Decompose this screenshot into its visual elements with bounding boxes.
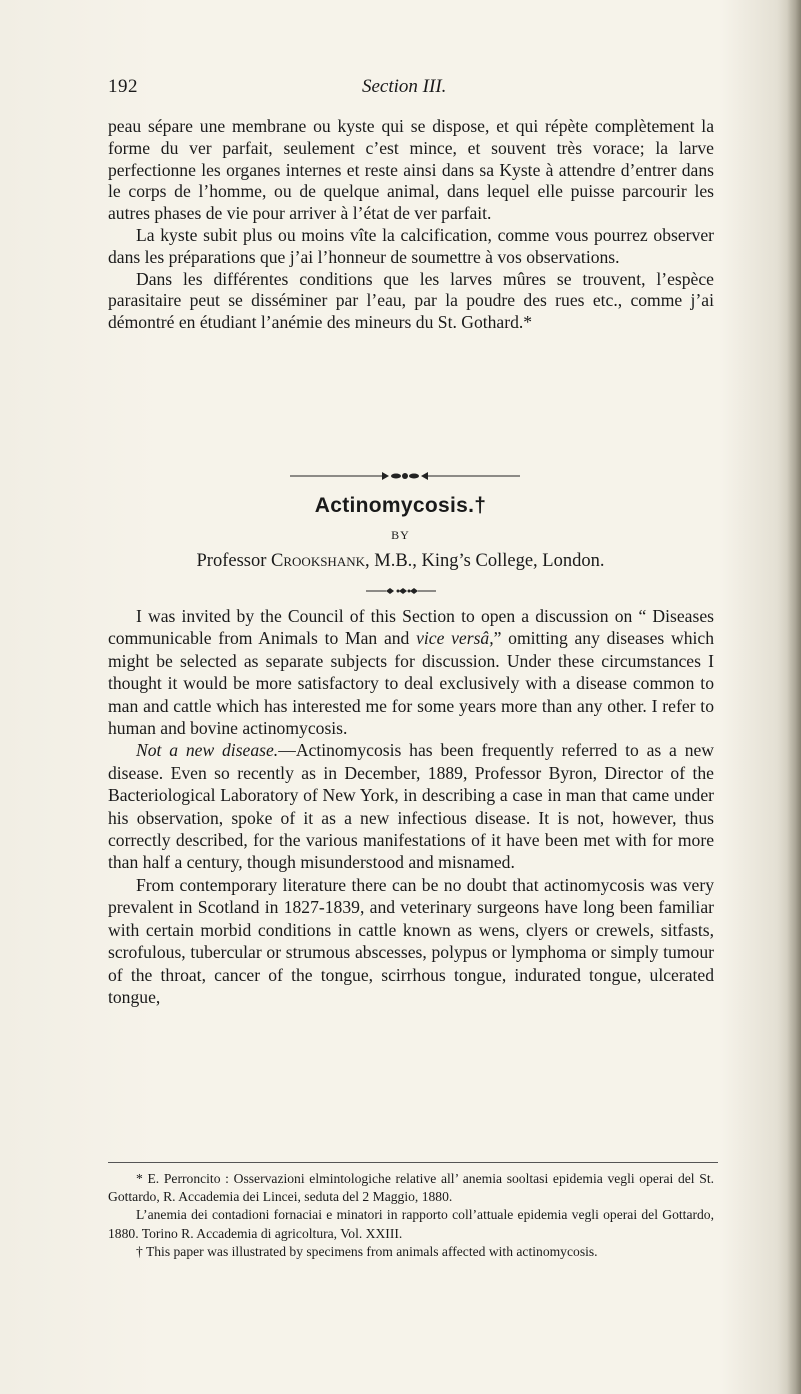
paragraph: La kyste subit plus ou moins vîte la calcification, comme vous pourrez observer dans les préparations que j’ai l’honneur de soumettre à vos observations. <box>108 224 714 267</box>
footnote-rule <box>108 1162 718 1163</box>
running-head: Section III. <box>362 76 447 97</box>
section-divider-ornament <box>290 469 520 483</box>
page-header <box>108 76 708 106</box>
page-number: 192 <box>108 76 138 97</box>
author-affiliation: , M.B., King’s College, London. <box>365 551 605 571</box>
italic-text: vice versâ, <box>416 628 494 649</box>
paragraph: From contemporary literature there can be no doubt that actinomycosis was very prevalent in Scotland in 1827-1839, and veterinary surgeons have long been familiar with certain morbid conditions in cattle known as wens, clyers or crewels, sitfasts, scrofulous, tubercular or strumous abscesses, polypus or lymphoma or simply tumour of the throat, cancer of the tongue, scirrhous tongue, indurated tongue, ulcerated tongue, <box>108 874 714 1007</box>
footnotes <box>108 1170 714 1261</box>
small-divider-ornament <box>366 586 436 596</box>
article-title: Actinomycosis.† <box>314 494 487 517</box>
footnote: * E. Perroncito : Osservazioni elmintologiche relative all’ anemia sooltasi epidemia vegli operai del St. Gottardo, R. Accademia dei Lincei, seduta del 2 Maggio, 1880. <box>108 1171 714 1205</box>
preceding-article-text <box>108 116 714 334</box>
text-run: ” omitting any diseases which might be selected as separate subjects for discussion. Under these circumstances I thought it would be more satisfactory to deal exclusively with a disease common to man and cattle which has interested me for some years more than any other. I refer to human and bovine actinomycosis. <box>108 628 714 739</box>
paragraph <box>108 739 714 873</box>
page-edge-shadow <box>787 0 801 1394</box>
paragraph: peau sépare une membrane ou kyste qui se dispose, et qui répète complètement la forme du ver parfait, seulement c’est mince, et souvent très vorace; la larve perfectionne les organes internes et reste ainsi dans sa Kyste à attendre d’entrer dans le corps de l’homme, ou de quelque animal, dans lequel elle puisse parcourir les autres phases de vie pour arriver à l’état de ver parfait. <box>108 116 714 224</box>
footnote: † This paper was illustrated by specimens from animals affected with actinomycosis. <box>136 1243 598 1259</box>
paragraph: Dans les différentes conditions que les larves mûres se trouvent, l’espèce parasitaire peut se disséminer par l’eau, par la poudre des rues etc., comme j’ai démontré en étudiant l’anémie des mineurs du St. Gothard.* <box>108 268 714 333</box>
italic-subheading: Not a new disease. <box>136 740 279 761</box>
byline: BY <box>391 528 410 542</box>
text-run: —Actinomycosis has been frequently referred to as a new disease. Even so recently as in December, 1889, Professor Byron, Director of the Bacteriological Laboratory of New York, in describing a case in man that came under his observation, spoke of it as a new infectious disease. It is not, however, thus correctly described, for the various manifestations of it have been met with for more than half a century, though misunderstood and misnamed. <box>108 740 715 873</box>
author-line <box>0 551 801 572</box>
author-prefix: Professor <box>196 551 272 571</box>
paragraph <box>108 605 714 739</box>
author-name: Crookshank <box>271 551 365 571</box>
footnote: L’anemia dei contadioni fornaciai e minatori in rapporto coll’attuale epidemia vegli operai del Gottardo, 1880. Torino R. Accademia di agricoltura, Vol. XXIII. <box>108 1207 714 1241</box>
text-run: I was invited by the Council of this Section to open a discussion on “ Diseases communicable from Animals to Man and <box>108 606 714 649</box>
article-body <box>108 605 714 1008</box>
